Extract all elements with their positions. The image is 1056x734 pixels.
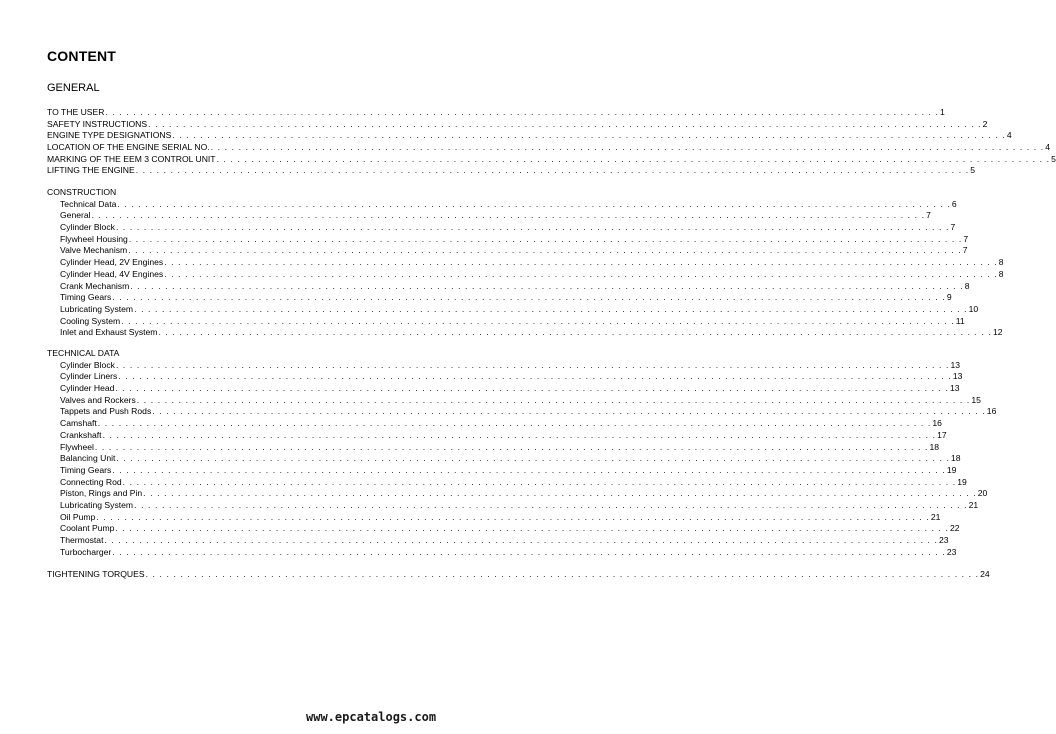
toc-entry[interactable] [47, 441, 940, 454]
toc-entry-label: LOCATION OF THE ENGINE SERIAL NO. [47, 142, 210, 153]
toc-entry[interactable] [47, 488, 988, 500]
footer-url[interactable]: www.epcatalogs.com [306, 710, 437, 724]
toc-entry-label: Cylinder Block [60, 359, 115, 370]
dot-leader: . . . . . . . . . . . . . . . . . . . . . . . . . . . . . . . . . . . . . . . . . . . . . . . . . . . . . . . . . . . . . . . . . . . . . . . . . . . . . . . . . . . . . . . . . . . . . . . . . . . . . . . . . . . . . . . . . . . . . . . . [128, 245, 962, 256]
toc-entry-page: 4 [1006, 130, 1012, 141]
toc-entry-label: TO THE USER [47, 107, 105, 117]
technical-data-list [47, 359, 997, 559]
toc-entry-page: 9 [946, 292, 952, 303]
toc-entry-label: Technical Data [60, 198, 117, 209]
dot-leader: . . . . . . . . . . . . . . . . . . . . . . . . . . . . . . . . . . . . . . . . . . . . . . . . . . . . . . . . . . . . . . . . . . . . . . . . . . . . . . . . . . . . . . . . . . . . . . . . . . . . . . . . . . . . . . . . . . . . . . . . [104, 535, 939, 545]
toc-entry-label: Timing Gears [60, 292, 112, 303]
dot-leader: . . . . . . . . . . . . . . . . . . . . . . . . . . . . . . . . . . . . . . . . . . . . . . . . . . . . . . . . . . . . . . . . . . . . . . . . . . . . . . . . . . . . . . . . . . . . . . . . . . . . . . . . . . . . . . . . . . . . . . . . [143, 488, 977, 499]
toc-entry[interactable] [47, 523, 960, 535]
toc-entry-page: 7 [950, 222, 956, 233]
toc-entry-label: Connecting Rod [60, 476, 122, 487]
toc-entry-page: 18 [950, 453, 961, 464]
toc-entry-page: 1 [940, 107, 945, 117]
dot-leader: . . . . . . . . . . . . . . . . . . . . . . . . . . . . . . . . . . . . . . . . . . . . . . . . . . . . . . . . . . . . . . . . . . . . . . . . . . . . . . . . . . . . . . . . . . . . . . . . . . . . . . . . . . . . . . . . . . . . . . . . [97, 418, 932, 429]
toc-entry-label: Cylinder Head [60, 383, 115, 394]
toc-entry-page: 19 [957, 476, 967, 487]
toc-entry[interactable] [47, 359, 961, 372]
toc-entry-label: Cylinder Block [60, 222, 115, 233]
dot-leader: . . . . . . . . . . . . . . . . . . . . . . . . . . . . . . . . . . . . . . . . . . . . . . . . . . . . . . . . . . . . . . . . . . . . . . . . . . . . . . . . . . . . . . . . . . . . . . . . . . . . . . . . . . . . . . . . . . . . . . . . [102, 429, 937, 440]
toc-entry-page: 16 [986, 406, 997, 417]
toc-entry-page: 24 [980, 569, 990, 579]
toc-entry-page: 15 [971, 394, 981, 405]
dot-leader: . . . . . . . . . . . . . . . . . . . . . . . . . . . . . . . . . . . . . . . . . . . . . . . . . . . . . . . . . . . . . . . . . . . . . . . . . . . . . . . . . . . . . . . . . . . . . . . . . . . . . . . . . . . . . . . . . . . . . . . . [134, 499, 968, 510]
dot-leader: . . . . . . . . . . . . . . . . . . . . . . . . . . . . . . . . . . . . . . . . . . . . . . . . . . . . . . . . . . . . . . . . . . . . . . . . . . . . . . . . . . . . . . . . . . . . . . . . . . . . . . . . . . . . . . . . . . . . . . . . [210, 142, 1045, 153]
dot-leader: . . . . . . . . . . . . . . . . . . . . . . . . . . . . . . . . . . . . . . . . . . . . . . . . . . . . . . . . . . . . . . . . . . . . . . . . . . . . . . . . . . . . . . . . . . . . . . . . . . . . . . . . . . . . . . . . . . . . . . . . [172, 130, 1006, 141]
toc-entry-page: 11 [955, 315, 965, 326]
dot-leader: . . . . . . . . . . . . . . . . . . . . . . . . . . . . . . . . . . . . . . . . . . . . . . . . . . . . . . . . . . . . . . . . . . . . . . . . . . . . . . . . . . . . . . . . . . . . . . . . . . . . . . . . . . . . . . . . . . . . . . . . [145, 569, 980, 579]
dot-leader: . . . . . . . . . . . . . . . . . . . . . . . . . . . . . . . . . . . . . . . . . . . . . . . . . . . . . . . . . . . . . . . . . . . . . . . . . . . . . . . . . . . . . . . . . . . . . . . . . . . . . . . . . . . . . . . . . . . . . . . . [96, 511, 930, 522]
toc-entry-page: 6 [951, 198, 957, 209]
toc-entry-label: TIGHTENING TORQUES [47, 569, 145, 579]
toc-entry[interactable] [47, 107, 945, 119]
toc-entry[interactable] [47, 406, 997, 418]
toc-entry-label: Camshaft [60, 418, 97, 429]
toc-entry-label: Tappets and Push Rods [60, 406, 152, 417]
toc-entry[interactable] [47, 315, 965, 328]
toc-entry-page: 7 [963, 233, 969, 244]
toc-entry-page: 16 [932, 418, 942, 429]
toc-entry[interactable] [47, 268, 1004, 281]
toc-entry-page: 13 [950, 383, 960, 394]
toc-entry-page: 7 [926, 210, 931, 221]
dot-leader: . . . . . . . . . . . . . . . . . . . . . . . . . . . . . . . . . . . . . . . . . . . . . . . . . . . . . . . . . . . . . . . . . . . . . . . . . . . . . . . . . . . . . . . . . . . . . . . . . . . . . . . . . . . . . . . . . . . . . . . . [164, 268, 998, 279]
toc-entry-page: 10 [968, 303, 979, 314]
toc-entry-label: Oil Pump [60, 511, 96, 522]
toc-entry-label: Cooling System [60, 315, 121, 326]
toc-entry[interactable] [47, 198, 957, 211]
toc-entry[interactable] [47, 280, 970, 293]
toc-entry[interactable] [47, 429, 947, 442]
dot-leader: . . . . . . . . . . . . . . . . . . . . . . . . . . . . . . . . . . . . . . . . . . . . . . . . . . . . . . . . . . . . . . . . . . . . . . . . . . . . . . . . . . . . . . . . . . . . . . . . . . . . . . . . . . . . . . . . . . . . . . . . [116, 453, 950, 464]
toc-entry[interactable] [47, 292, 952, 304]
dot-leader: . . . . . . . . . . . . . . . . . . . . . . . . . . . . . . . . . . . . . . . . . . . . . . . . . . . . . . . . . . . . . . . . . . . . . . . . . . . . . . . . . . . . . . . . . . . . . . . . . . . . . . . . . . . . . . . . . . . . . . . . [130, 280, 964, 291]
toc-entry-label: Turbocharger [60, 546, 112, 557]
toc-entry-page: 5 [970, 165, 976, 176]
toc-entry-page: 23 [946, 546, 957, 557]
toc-entry-label: General [60, 210, 91, 221]
toc-entry-label: Timing Gears [60, 464, 112, 475]
dot-leader: . . . . . . . . . . . . . . . . . . . . . . . . . . . . . . . . . . . . . . . . . . . . . . . . . . . . . . . . . . . . . . . . . . . . . . . . . . . . . . . . . . . . . . . . . . . . . . . . . . . . . . . . . . . . . . . . . . . . . . . . [118, 371, 952, 382]
toc-entry-label: SAFETY INSTRUCTIONS [47, 118, 148, 129]
technical-data-heading: TECHNICAL DATA [47, 348, 120, 358]
dot-leader: . . . . . . . . . . . . . . . . . . . . . . . . . . . . . . . . . . . . . . . . . . . . . . . . . . . . . . . . . . . . . . . . . . . . . . . . . . . . . . . . . . . . . . . . . . . . . . . . . . . . . . . . . . . . . . . . . . . . . . . . [135, 165, 970, 176]
toc-entry-page: 21 [930, 511, 941, 522]
tightening-section [47, 569, 990, 581]
general-list [47, 107, 1056, 177]
toc-entry-label: Lubricating System [60, 499, 134, 510]
toc-entry-label: Flywheel Housing [60, 233, 128, 244]
toc-entry[interactable] [47, 210, 931, 222]
dot-leader: . . . . . . . . . . . . . . . . . . . . . . . . . . . . . . . . . . . . . . . . . . . . . . . . . . . . . . . . . . . . . . . . . . . . . . . . . . . . . . . . . . . . . . . . . . . . . . . . . . . . . . . . . . . . . . . . . . . . . . . . [134, 303, 968, 314]
construction-section [47, 187, 1004, 339]
toc-entry[interactable] [47, 142, 1051, 154]
dot-leader: . . . . . . . . . . . . . . . . . . . . . . . . . . . . . . . . . . . . . . . . . . . . . . . . . . . . . . . . . . . . . . . . . . . . . . . . . . . . . . . . . . . . . . . . . . . . . . . . . . . . . . . . . . . . . . . . . . . . . . . . [112, 292, 946, 303]
toc-entry-label: Piston, Rings and Pin [60, 488, 143, 499]
dot-leader: . . . . . . . . . . . . . . . . . . . . . . . . . . . . . . . . . . . . . . . . . . . . . . . . . . . . . . . . . . . . . . . . . . . . . . . . . . . . . . . . . . . . . . . . . . . . . . . . . . . . . . . . . . . . . . . . . . . . . . . . [112, 464, 946, 475]
toc-entry-label: MARKING OF THE EEM 3 CONTROL UNIT [47, 153, 216, 164]
dot-leader: . . . . . . . . . . . . . . . . . . . . . . . . . . . . . . . . . . . . . . . . . . . . . . . . . . . . . . . . . . . . . . . . . . . . . . . . . . . . . . . . . . . . . . . . . . . . . . . . . . . . . . . . . . . . . . . . . . . . . . . . [112, 546, 946, 557]
dot-leader: . . . . . . . . . . . . . . . . . . . . . . . . . . . . . . . . . . . . . . . . . . . . . . . . . . . . . . . . . . . . . . . . . . . . . . . . . . . . . . . . . . . . . . . . . . . . . . . . . . . . . . . . . . . . . . . . . . . . . . . . [115, 383, 950, 394]
dot-leader: . . . . . . . . . . . . . . . . . . . . . . . . . . . . . . . . . . . . . . . . . . . . . . . . . . . . . . . . . . . . . . . . . . . . . . . . . . . . . . . . . . . . . . . . . . . . . . . . . . . . . . . . . . . . . . . . . . . . . . . . [115, 222, 950, 233]
toc-entry-label: Valve Mechanism [60, 245, 128, 256]
toc-entry[interactable] [47, 453, 961, 465]
toc-entry-page: 21 [968, 499, 979, 510]
toc-entry[interactable] [47, 476, 967, 489]
toc-entry-label: Thermostat [60, 535, 104, 545]
dot-leader: . . . . . . . . . . . . . . . . . . . . . . . . . . . . . . . . . . . . . . . . . . . . . . . . . . . . . . . . . . . . . . . . . . . . . . . . . . . . . . . . . . . . . . . . . . . . . . . . . . . . . . . . . . . . . . . . . . . . . . . . [164, 257, 998, 268]
toc-entry-page: 13 [952, 371, 963, 382]
toc-entry-page: 4 [1045, 142, 1051, 153]
toc-entry-page: 18 [929, 441, 940, 452]
toc-entry[interactable] [47, 222, 956, 234]
toc-entry-page: 7 [962, 245, 968, 256]
dot-leader: . . . . . . . . . . . . . . . . . . . . . . . . . . . . . . . . . . . . . . . . . . . . . . . . . . . . . . . . . . . . . . . . . . . . . . . . . . . . . . . . . . . . . . . . . . . . . . . . . . . . . . . . . . . . . . . . . . . . . . . . [122, 476, 957, 487]
toc-entry-page: 2 [982, 118, 988, 129]
dot-leader: . . . . . . . . . . . . . . . . . . . . . . . . . . . . . . . . . . . . . . . . . . . . . . . . . . . . . . . . . . . . . . . . . . . . . . . . . . . . . . . . . . . . . . . . . . . . . . . . . . . . . . . . . . . . . . . . . . . . . . . . [121, 315, 955, 326]
dot-leader: . . . . . . . . . . . . . . . . . . . . . . . . . . . . . . . . . . . . . . . . . . . . . . . . . . . . . . . . . . . . . . . . . . . . . . . . . . . . . . . . . . . . . . . . . . . . . . . . . . . . . . . . . . . . . . . . . . . . . . . . [136, 394, 971, 405]
dot-leader: . . . . . . . . . . . . . . . . . . . . . . . . . . . . . . . . . . . . . . . . . . . . . . . . . . . . . . . . . . . . . . . . . . . . . . . . . . . . . . . . . . . . . . . . . . . . . . . . . . . . . . . . . . . . . . . . . . . . . . . . [158, 327, 992, 338]
toc-entry[interactable] [47, 245, 968, 257]
toc-entry-label: ENGINE TYPE DESIGNATIONS [47, 130, 172, 141]
toc-entry[interactable] [47, 118, 988, 131]
toc-entry-page: 17 [937, 429, 947, 440]
dot-leader: . . . . . . . . . . . . . . . . . . . . . . . . . . . . . . . . . . . . . . . . . . . . . . . . . . . . . . . . . . . . . . . . . . . . . . . . . . . . . . . . . . . . . . . . . . . . . . . . . . . . . . . . . . . . . . . . . . . . . . . . [115, 523, 950, 534]
toc-entry-label: Cylinder Head, 2V Engines [60, 257, 164, 268]
toc-entry[interactable] [47, 464, 957, 477]
toc-entry-label: Inlet and Exhaust System [60, 327, 158, 338]
toc-entry-page: 22 [950, 523, 960, 534]
dot-leader: . . . . . . . . . . . . . . . . . . . . . . . . . . . . . . . . . . . . . . . . . . . . . . . . . . . . . . . . . . . . . . . . . . . . . . . . . . . . . . . . . . . . . . . . . . . . . . . . . . . . . . . . . . . . . . . . . . . . . . . . [115, 359, 950, 370]
toc-entry-label: Crankshaft [60, 429, 102, 440]
toc-entry-label: Lubricating System [60, 303, 134, 314]
dot-leader: . . . . . . . . . . . . . . . . . . . . . . . . . . . . . . . . . . . . . . . . . . . . . . . . . . . . . . . . . . . . . . . . . . . . . . . . . . . . . . . . . . . . . . . . . . . . . . . . . . . . . . . . . . . . . . . . . . . . . . . . [91, 210, 926, 221]
toc-entry[interactable] [47, 499, 979, 512]
toc-entry-page: 8 [998, 257, 1004, 268]
toc-entry-label: Valves and Rockers [60, 394, 136, 405]
dot-leader: . . . . . . . . . . . . . . . . . . . . . . . . . . . . . . . . . . . . . . . . . . . . . . . . . . . . . . . . . . . . . . . . . . . . . . . . . . . . . . . . . . . . . . . . . . . . . . . . . . . . . . . . . . . . . . . . . . . . . . . . [216, 153, 1051, 164]
dot-leader: . . . . . . . . . . . . . . . . . . . . . . . . . . . . . . . . . . . . . . . . . . . . . . . . . . . . . . . . . . . . . . . . . . . . . . . . . . . . . . . . . . . . . . . . . . . . . . . . . . . . . . . . . . . . . . . . . . . . . . . . [105, 107, 940, 117]
toc-entry-page: 20 [977, 488, 988, 499]
toc-entry[interactable] [47, 327, 1003, 339]
toc-entry-page: 8 [964, 280, 970, 291]
toc-entry[interactable] [47, 535, 949, 547]
toc-entry-label: Flywheel [60, 441, 94, 452]
toc-entry[interactable] [47, 546, 957, 559]
toc-entry-page: 13 [950, 359, 961, 370]
construction-heading: CONSTRUCTION [47, 187, 117, 197]
toc-entry[interactable] [47, 511, 941, 524]
toc-entry-page: 12 [993, 327, 1003, 338]
dot-leader: . . . . . . . . . . . . . . . . . . . . . . . . . . . . . . . . . . . . . . . . . . . . . . . . . . . . . . . . . . . . . . . . . . . . . . . . . . . . . . . . . . . . . . . . . . . . . . . . . . . . . . . . . . . . . . . . . . . . . . . . [148, 118, 982, 129]
technical-data-section [47, 348, 997, 558]
toc-entry-page: 5 [1051, 153, 1056, 164]
dot-leader: . . . . . . . . . . . . . . . . . . . . . . . . . . . . . . . . . . . . . . . . . . . . . . . . . . . . . . . . . . . . . . . . . . . . . . . . . . . . . . . . . . . . . . . . . . . . . . . . . . . . . . . . . . . . . . . . . . . . . . . . [152, 406, 986, 417]
toc-entry-label: Balancing Unit [60, 453, 116, 464]
toc-entry[interactable] [47, 165, 976, 177]
toc-entry-label: Crank Mechanism [60, 280, 130, 291]
dot-leader: . . . . . . . . . . . . . . . . . . . . . . . . . . . . . . . . . . . . . . . . . . . . . . . . . . . . . . . . . . . . . . . . . . . . . . . . . . . . . . . . . . . . . . . . . . . . . . . . . . . . . . . . . . . . . . . . . . . . . . . . [128, 233, 963, 244]
toc-entry[interactable] [47, 233, 969, 246]
toc-entry[interactable] [47, 371, 963, 383]
dot-leader: . . . . . . . . . . . . . . . . . . . . . . . . . . . . . . . . . . . . . . . . . . . . . . . . . . . . . . . . . . . . . . . . . . . . . . . . . . . . . . . . . . . . . . . . . . . . . . . . . . . . . . . . . . . . . . . . . . . . . . . . [117, 198, 951, 209]
toc-entry[interactable] [47, 418, 942, 430]
toc-entry[interactable] [47, 569, 990, 581]
page-title: CONTENT [47, 48, 117, 64]
toc-entry[interactable] [47, 130, 1012, 142]
toc-entry[interactable] [47, 303, 979, 316]
toc-entry-page: 23 [939, 535, 949, 545]
toc-entry[interactable] [47, 257, 1004, 269]
toc-entry-page: 19 [946, 464, 957, 475]
toc-entry[interactable] [47, 383, 960, 395]
general-heading: GENERAL [47, 82, 100, 94]
toc-entry-label: Coolant Pump [60, 523, 115, 534]
construction-list [47, 198, 1004, 339]
toc-entry-label: Cylinder Liners [60, 371, 118, 382]
toc-entry-label: LIFTING THE ENGINE [47, 165, 135, 176]
toc-entry[interactable] [47, 153, 1056, 166]
dot-leader: . . . . . . . . . . . . . . . . . . . . . . . . . . . . . . . . . . . . . . . . . . . . . . . . . . . . . . . . . . . . . . . . . . . . . . . . . . . . . . . . . . . . . . . . . . . . . . . . . . . . . . . . . . . . . . . . . . . . . . . . [94, 441, 929, 452]
toc-entry[interactable] [47, 394, 981, 407]
toc-entry-label: Cylinder Head, 4V Engines [60, 268, 164, 279]
toc-entry-page: 8 [998, 268, 1004, 279]
